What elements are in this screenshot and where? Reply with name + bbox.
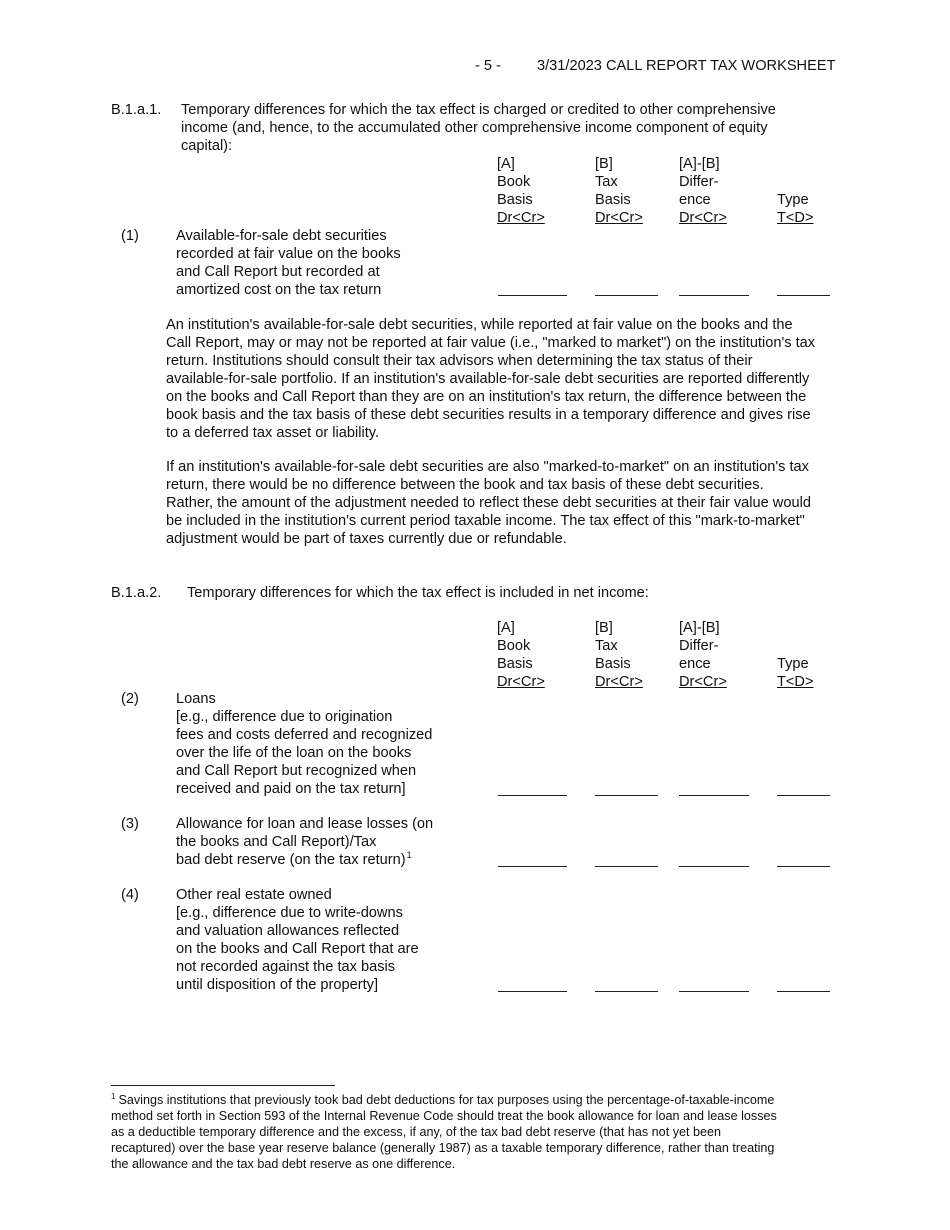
footnote-marker: 1 [111,1092,116,1101]
item-number: (2) [121,691,139,707]
entry-line-tax-basis[interactable] [595,795,658,796]
item-line: Other real estate owned [176,887,332,903]
footnote [111,1092,871,1172]
col-line: ence [679,656,711,672]
paragraph-line: available-for-sale portfolio. If an institution's available-for-sale debt securities are reported differently [166,371,810,387]
heading-line: Temporary differences for which the tax effect is charged or credited to other comprehensive [181,102,776,118]
column-header-type [777,655,814,691]
paragraph-line: return, there would be no difference between the book and tax basis of these debt securities. [166,477,764,493]
col-line: Type [777,656,809,672]
column-header-book-basis [497,155,545,227]
entry-line-book-basis[interactable] [498,295,567,296]
col-line: [A]-[B] [679,156,720,172]
entry-line-book-basis[interactable] [498,991,567,992]
page-number: - 5 - [475,58,501,74]
item-line: received and paid on the tax return] [176,781,406,797]
col-line: Tax [595,174,618,190]
item-line: Loans [176,691,216,707]
entry-line-difference[interactable] [679,991,749,992]
item-line: over the life of the loan on the books [176,745,412,761]
col-line: Differ- [679,174,719,190]
section-number: B.1.a.2. [111,585,162,601]
item-line: Available-for-sale debt securities [176,228,387,244]
col-line: Book [497,638,531,654]
entry-line-type[interactable] [777,795,830,796]
entry-line-tax-basis[interactable] [595,295,658,296]
page-title: 3/31/2023 CALL REPORT TAX WORKSHEET [537,58,836,74]
item-description [176,227,401,299]
item-line: and Call Report but recognized when [176,763,417,779]
entry-line-type[interactable] [777,866,830,867]
entry-line-type[interactable] [777,295,830,296]
footnote-line: the allowance and the tax bad debt reserve as one difference. [111,1157,456,1171]
item-description [176,690,432,798]
paragraph-line: Call Report, may or may not be reported at fair value (i.e., "marked to market") on the institution's tax [166,335,816,351]
col-line: Differ- [679,638,719,654]
paragraph [166,458,866,548]
footnote-line: recaptured) over the base year reserve balance (generally 1987) as a taxable temporary difference, rather than treating [111,1141,775,1155]
col-line: [B] [595,620,613,636]
col-line: Tax [595,638,618,654]
footnote-line: method set forth in Section 593 of the Internal Revenue Code should treat the book allowance for loan and lease losses [111,1109,777,1123]
col-line: Dr<Cr> [595,210,643,226]
entry-line-difference[interactable] [679,866,749,867]
item-line: [e.g., difference due to origination [176,709,393,725]
col-line: Basis [595,192,631,208]
footnote-line: as a deductible temporary difference and the excess, if any, of the tax bad debt reserve (that has not yet been [111,1125,722,1139]
item-description [176,815,433,869]
item-line: [e.g., difference due to write-downs [176,905,403,921]
footnote-line-text: Savings institutions that previously took bad debt deductions for tax purposes using the percentage-of-taxable-income [118,1093,775,1107]
col-line: Book [497,174,531,190]
item-line: Allowance for loan and lease losses (on [176,816,434,832]
heading-line: capital): [181,138,233,154]
entry-line-type[interactable] [777,991,830,992]
entry-line-difference[interactable] [679,295,749,296]
col-line: [A] [497,156,515,172]
paragraph-line: Rather, the amount of the adjustment needed to reflect these debt securities at their fair value would [166,495,811,511]
entry-line-tax-basis[interactable] [595,991,658,992]
paragraph-line: return. Institutions should consult their tax advisors when determining the tax status of their [166,353,753,369]
paragraph-line: on the books and Call Report than they are on an institution's tax return, the difference between the [166,389,807,405]
item-description [176,886,419,994]
item-number: (1) [121,228,139,244]
paragraph-line: book basis and the tax basis of these debt securities results in a temporary difference and gives rise [166,407,811,423]
col-line: Dr<Cr> [497,210,545,226]
col-line: [A]-[B] [679,620,720,636]
item-number: (4) [121,887,139,903]
col-line: Basis [497,192,533,208]
footnote-separator [111,1085,335,1086]
paragraph [166,316,866,442]
column-header-difference [679,619,727,691]
item-line: and valuation allowances reflected [176,923,400,939]
col-line: ence [679,192,711,208]
col-line: T<D> [777,674,814,690]
item-line: the books and Call Report)/Tax [176,834,377,850]
item-line [176,851,433,869]
item-number: (3) [121,816,139,832]
col-line: Basis [497,656,533,672]
column-header-book-basis [497,619,545,691]
col-line: Dr<Cr> [497,674,545,690]
paragraph-line: An institution's available-for-sale debt securities, while reported at fair value on the books and the [166,317,793,333]
entry-line-book-basis[interactable] [498,866,567,867]
col-line: Basis [595,656,631,672]
entry-line-book-basis[interactable] [498,795,567,796]
item-line: until disposition of the property] [176,977,378,993]
col-line: Dr<Cr> [679,674,727,690]
col-line: [B] [595,156,613,172]
item-line: recorded at fair value on the books [176,246,401,262]
column-header-difference [679,155,727,227]
column-header-tax-basis [595,619,643,691]
section-heading: Temporary differences for which the tax effect is included in net income: [187,585,649,601]
col-line: T<D> [777,210,814,226]
paragraph-line: adjustment would be part of taxes currently due or refundable. [166,531,567,547]
item-line: on the books and Call Report that are [176,941,419,957]
footnote-reference[interactable]: 1 [406,850,412,860]
paragraph-line: to a deferred tax asset or liability. [166,425,380,441]
item-line: not recorded against the tax basis [176,959,396,975]
paragraph-line: If an institution's available-for-sale debt securities are also "marked-to-market" on an institution's tax [166,459,809,475]
entry-line-tax-basis[interactable] [595,866,658,867]
item-line: amortized cost on the tax return [176,282,382,298]
column-header-tax-basis [595,155,643,227]
col-line: Dr<Cr> [595,674,643,690]
heading-line: income (and, hence, to the accumulated other comprehensive income component of equity [181,120,768,136]
section-number: B.1.a.1. [111,102,162,118]
item-line-text: bad debt reserve (on the tax return) [176,852,406,868]
paragraph-line: be included in the institution's current period taxable income. The tax effect of this "mark-to-market" [166,513,805,529]
entry-line-difference[interactable] [679,795,749,796]
column-header-type [777,191,814,227]
item-line: and Call Report but recorded at [176,264,380,280]
footnote-line [111,1092,871,1108]
item-line: fees and costs deferred and recognized [176,727,433,743]
col-line: Dr<Cr> [679,210,727,226]
section-heading [181,101,841,155]
col-line: [A] [497,620,515,636]
col-line: Type [777,192,809,208]
